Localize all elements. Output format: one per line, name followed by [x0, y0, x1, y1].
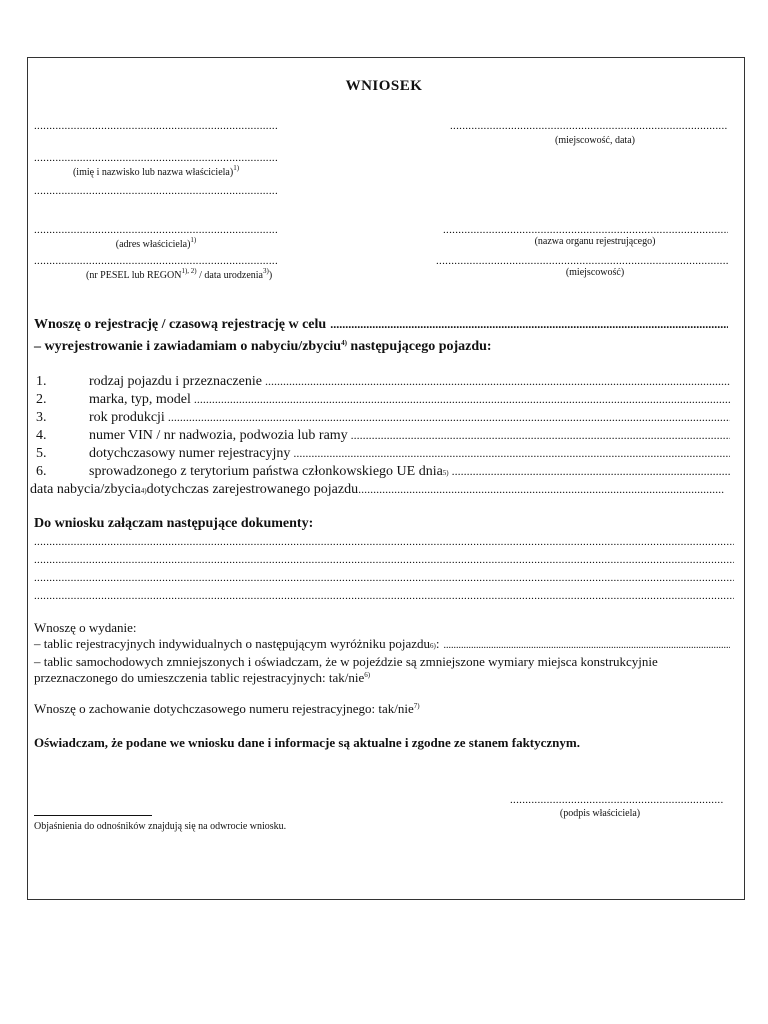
document-title: WNIOSEK: [345, 78, 423, 94]
request-purpose-field[interactable]: [330, 317, 728, 332]
custom-plates-line: – tablic rejestracyjnych indywidualnych o następującym wyróżniku pojazdu 6) : .....: [34, 636, 730, 652]
declaration-text: Oświadczam, że podane we wniosku dane i informacje są aktualne i zgodne ze stanem faktycznym.: [34, 735, 580, 750]
vehicle-vin-field[interactable]: [351, 428, 730, 443]
acquisition-date-line: data nabycia/zbycia 4) dotychczas zarejestrowanego pojazdu .....: [30, 482, 724, 498]
plate-identifier-field[interactable]: [444, 640, 731, 651]
issuance-heading: Wnoszę o wydanie:: [34, 620, 137, 635]
authority-place-field[interactable]: [436, 256, 728, 267]
import-date-field[interactable]: [452, 464, 730, 479]
attachment-line-1[interactable]: [34, 537, 734, 548]
owner-address-field[interactable]: [34, 225, 278, 236]
acquisition-date-field[interactable]: [358, 482, 724, 497]
authority-caption: (nazwa organu rejestrującego): [534, 236, 656, 247]
attachments-heading: Do wniosku załączam następujące dokumenty:: [34, 516, 314, 531]
vehicle-item-6: 6. sprowadzonego z terytorium państwa członkowskiego UE dnia 5) .....: [36, 464, 730, 480]
vehicle-item-5: 5. dotychczasowy numer rejestracyjny .....: [36, 446, 730, 462]
signature-caption: (podpis właściciela): [559, 808, 641, 819]
request-line-2: – wyrejestrowanie i zawiadamiam o nabyciu/zbyciu$^{4)}$ następującego pojazdu:: [34, 339, 492, 354]
signature-field[interactable]: [510, 795, 724, 806]
footnote-text: Objaśnienia do odnośników znajdują się na odwrocie wniosku.: [34, 821, 287, 832]
owner-name-caption: (imię i nazwisko lub nazwa właściciela)$^{1)}$: [72, 164, 240, 178]
vehicle-item-1: 1. rodzaj pojazdu i przeznaczenie .....: [36, 374, 730, 390]
attachment-line-2[interactable]: [34, 555, 734, 566]
attachment-line-4[interactable]: [34, 591, 734, 602]
attachment-line-3[interactable]: [34, 573, 734, 584]
previous-reg-number-field[interactable]: [293, 446, 730, 461]
vehicle-type-field[interactable]: [265, 374, 730, 389]
retain-number-line: Wnoszę o zachowanie dotychczasowego numeru rejestracyjnego: tak/nie$^{7)}$: [34, 701, 420, 716]
place-date-caption: (miejscowość, data): [555, 135, 635, 146]
small-plates-line-2: przeznaczonego do umieszczenia tablic rejestracyjnych: tak/nie$^{6)}$: [34, 670, 371, 685]
vehicle-item-2: 2. marka, typ, model .....: [36, 392, 730, 408]
owner-name-field-2[interactable]: [34, 186, 278, 197]
authority-place-caption: (miejscowość): [565, 267, 625, 278]
place-date-left-field[interactable]: [34, 121, 278, 132]
request-line-1: Wnoszę o rejestrację / czasową rejestrację w celu .....: [34, 317, 728, 333]
owner-address-caption: (adres właściciela)$^{1)}$: [115, 236, 197, 250]
place-date-field[interactable]: [450, 121, 728, 132]
vehicle-make-field[interactable]: [194, 392, 730, 407]
authority-field[interactable]: [443, 225, 728, 236]
small-plates-line-1: – tablic samochodowych zmniejszonych i oświadczam, że w pojeździe są zmniejszone wymiary miejsca konstrukcyjnie: [34, 654, 658, 669]
vehicle-year-field[interactable]: [168, 410, 730, 425]
pesel-field[interactable]: [34, 256, 278, 267]
vehicle-item-4: 4. numer VIN / nr nadwozia, podwozia lub ramy .....: [36, 428, 730, 444]
vehicle-item-3: 3. rok produkcji .....: [36, 410, 730, 426]
owner-name-field[interactable]: [34, 153, 278, 164]
footnote-divider: [34, 815, 152, 816]
pesel-caption: (nr PESEL lub $REGON^{1), 2)}$ / data urodzenia$^{3)}$): [86, 267, 273, 281]
